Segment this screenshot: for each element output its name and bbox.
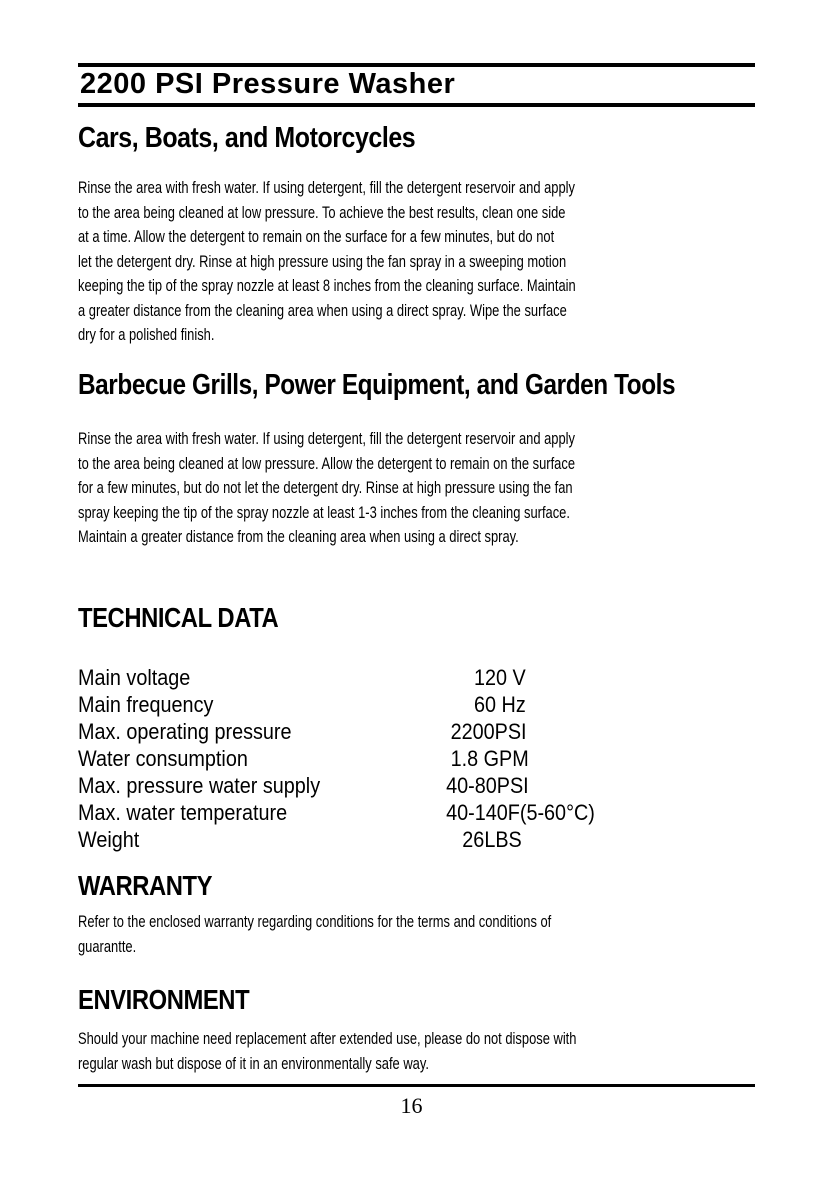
text-line: for a few minutes, but do not let the detergent dry. Rinse at high pressure using the fan — [78, 478, 573, 497]
page-number: 16 — [400, 1093, 423, 1118]
tech-value: 40-80PSI — [446, 773, 529, 798]
tech-label: Max. operating pressure — [78, 719, 292, 744]
text-line: at a time. Allow the detergent to remain on the surface for a few minutes, but do not — [78, 227, 555, 246]
tech-label: Max. water temperature — [78, 800, 288, 825]
section-heading-technical: TECHNICAL DATA — [78, 602, 279, 633]
section-heading-cars: Cars, Boats, and Motorcycles — [78, 122, 416, 154]
text-line: regular wash but dispose of it in an environmentally safe way. — [78, 1053, 429, 1073]
text-line: Maintain a greater distance from the cleaning area when using a direct spray. — [78, 527, 519, 546]
top-rule — [78, 63, 755, 67]
tech-label: Max. pressure water supply — [78, 773, 321, 798]
section-body-warranty — [78, 910, 762, 959]
text-line: Refer to the enclosed warranty regarding conditions for the terms and conditions of — [78, 912, 552, 931]
tech-row-water-consumption — [78, 745, 708, 772]
text-line: keeping the tip of the spray nozzle at least 8 inches from the cleaning surface. Maintain — [78, 276, 576, 295]
text-line: to the area being cleaned at low pressure. Allow the detergent to remain on the surface — [78, 453, 576, 473]
tech-value: 60 Hz — [474, 692, 526, 717]
section-heading-grills: Barbecue Grills, Power Equipment, and Garden Tools — [78, 369, 676, 401]
tech-row-frequency — [78, 691, 708, 718]
tech-value: 26LBS — [462, 827, 522, 852]
text-line: guarantte. — [78, 936, 137, 956]
tech-value: 40-140F(5-60°C) — [446, 800, 595, 825]
section-body-cars — [78, 176, 762, 348]
tech-label: Weight — [78, 827, 140, 852]
section-body-environment — [78, 1027, 762, 1076]
technical-data-table — [78, 664, 708, 853]
title-underline — [78, 103, 755, 107]
tech-row-pressure — [78, 718, 708, 745]
tech-label: Main voltage — [78, 665, 191, 690]
section-body-grills — [78, 427, 762, 550]
text-line: Rinse the area with fresh water. If using detergent, fill the detergent reservoir and apply — [78, 429, 575, 448]
page-title: 2200 PSI Pressure Washer — [80, 68, 456, 100]
tech-label: Water consumption — [78, 746, 248, 771]
text-line: to the area being cleaned at low pressure. To achieve the best results, clean one side — [78, 202, 566, 222]
section-heading-warranty: WARRANTY — [78, 870, 213, 901]
tech-label: Main frequency — [78, 692, 214, 717]
tech-row-voltage — [78, 664, 708, 691]
text-line: Should your machine need replacement after extended use, please do not dispose with — [78, 1029, 577, 1048]
tech-row-water-supply — [78, 772, 708, 799]
text-line: Rinse the area with fresh water. If using detergent, fill the detergent reservoir and apply — [78, 178, 575, 197]
tech-row-weight — [78, 826, 708, 853]
text-line: let the detergent dry. Rinse at high pressure using the fan spray in a sweeping motion — [78, 251, 567, 271]
text-line: dry for a polished finish. — [78, 325, 215, 344]
tech-value: 120 V — [474, 665, 526, 690]
section-heading-environment: ENVIRONMENT — [78, 984, 250, 1015]
bottom-rule — [78, 1084, 755, 1087]
text-line: a greater distance from the cleaning area when using a direct spray. Wipe the surface — [78, 300, 567, 320]
tech-value: 1.8 GPM — [450, 746, 529, 771]
tech-row-water-temperature — [78, 799, 708, 826]
tech-value: 2200PSI — [450, 719, 527, 744]
text-line: spray keeping the tip of the spray nozzle at least 1-3 inches from the cleaning surface. — [78, 502, 570, 522]
